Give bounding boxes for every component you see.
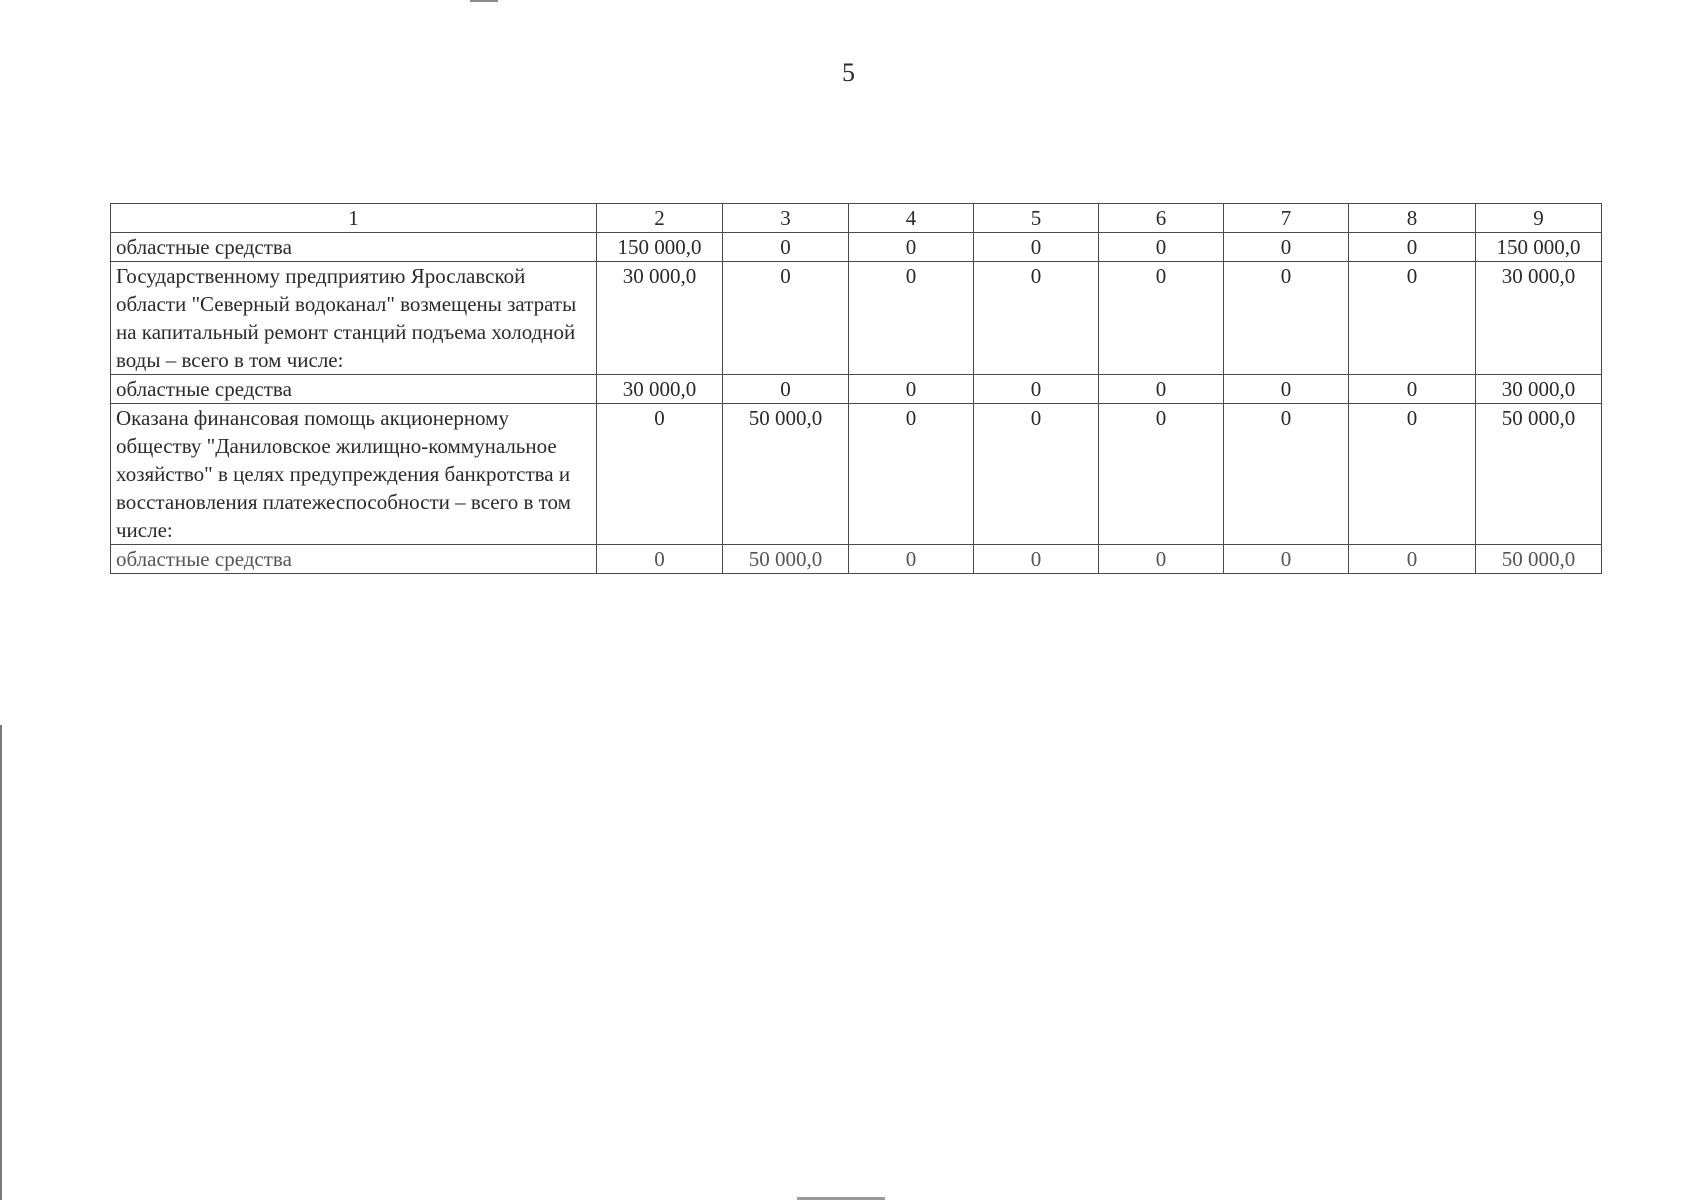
cell-value: 0 bbox=[974, 262, 1099, 375]
row-label: областные средства bbox=[111, 545, 597, 574]
scan-edge-line bbox=[0, 725, 2, 1200]
cell-value: 0 bbox=[1349, 375, 1476, 404]
cell-value: 0 bbox=[723, 233, 849, 262]
table-row bbox=[111, 375, 1602, 404]
table-row bbox=[111, 545, 1602, 574]
column-header-6: 6 bbox=[1099, 204, 1224, 233]
row-label: областные средства bbox=[111, 375, 597, 404]
cell-value: 150 000,0 bbox=[1476, 233, 1602, 262]
column-header-3: 3 bbox=[723, 204, 849, 233]
cell-value: 0 bbox=[1099, 375, 1224, 404]
cell-value: 30 000,0 bbox=[1476, 375, 1602, 404]
cell-value: 0 bbox=[849, 262, 974, 375]
column-header-5: 5 bbox=[974, 204, 1099, 233]
cell-value: 0 bbox=[1224, 262, 1349, 375]
cell-value: 0 bbox=[974, 375, 1099, 404]
cell-value: 0 bbox=[849, 545, 974, 574]
table-row bbox=[111, 404, 1602, 545]
cell-value: 50 000,0 bbox=[723, 404, 849, 545]
column-header-2: 2 bbox=[597, 204, 723, 233]
row-label: Государственному предприятию Ярославской области "Северный водоканал" возмещены затраты на капитальный ремонт станций подъема холодной воды – всего в том числе: bbox=[111, 262, 597, 375]
cell-value: 50 000,0 bbox=[723, 545, 849, 574]
cell-value: 0 bbox=[974, 545, 1099, 574]
cell-value: 0 bbox=[597, 545, 723, 574]
cell-value: 0 bbox=[1224, 375, 1349, 404]
column-header-9: 9 bbox=[1476, 204, 1602, 233]
cell-value: 50 000,0 bbox=[1476, 545, 1602, 574]
page-number: 5 bbox=[842, 58, 855, 87]
table-row bbox=[111, 233, 1602, 262]
cell-value: 0 bbox=[849, 404, 974, 545]
cell-value: 0 bbox=[974, 404, 1099, 545]
row-label: Оказана финансовая помощь акционерному обществу "Даниловское жилищно-коммунальное хозяйство" в целях предупреждения банкротства и восстановления платежеспособности – всего в том числе: bbox=[111, 404, 597, 545]
cell-value: 0 bbox=[1099, 404, 1224, 545]
cell-value: 0 bbox=[1099, 262, 1224, 375]
row-label: областные средства bbox=[111, 233, 597, 262]
cell-value: 0 bbox=[849, 375, 974, 404]
cell-value: 0 bbox=[1349, 262, 1476, 375]
cell-value: 30 000,0 bbox=[1476, 262, 1602, 375]
cell-value: 0 bbox=[1224, 545, 1349, 574]
column-header-8: 8 bbox=[1349, 204, 1476, 233]
cell-value: 0 bbox=[974, 233, 1099, 262]
cell-value: 0 bbox=[1224, 233, 1349, 262]
cell-value: 30 000,0 bbox=[597, 375, 723, 404]
table-row bbox=[111, 262, 1602, 375]
cell-value: 0 bbox=[723, 375, 849, 404]
cell-value: 0 bbox=[849, 233, 974, 262]
table-header-row bbox=[111, 204, 1602, 233]
column-header-1: 1 bbox=[111, 204, 597, 233]
cell-value: 0 bbox=[597, 404, 723, 545]
cell-value: 0 bbox=[1099, 233, 1224, 262]
cell-value: 30 000,0 bbox=[597, 262, 723, 375]
scan-artifact-top bbox=[470, 0, 498, 2]
budget-table bbox=[110, 203, 1602, 574]
column-header-4: 4 bbox=[849, 204, 974, 233]
column-header-7: 7 bbox=[1224, 204, 1349, 233]
cell-value: 0 bbox=[1349, 545, 1476, 574]
cell-value: 0 bbox=[723, 262, 849, 375]
cell-value: 0 bbox=[1099, 545, 1224, 574]
cell-value: 50 000,0 bbox=[1476, 404, 1602, 545]
cell-value: 0 bbox=[1349, 404, 1476, 545]
cell-value: 0 bbox=[1224, 404, 1349, 545]
cell-value: 0 bbox=[1349, 233, 1476, 262]
cell-value: 150 000,0 bbox=[597, 233, 723, 262]
